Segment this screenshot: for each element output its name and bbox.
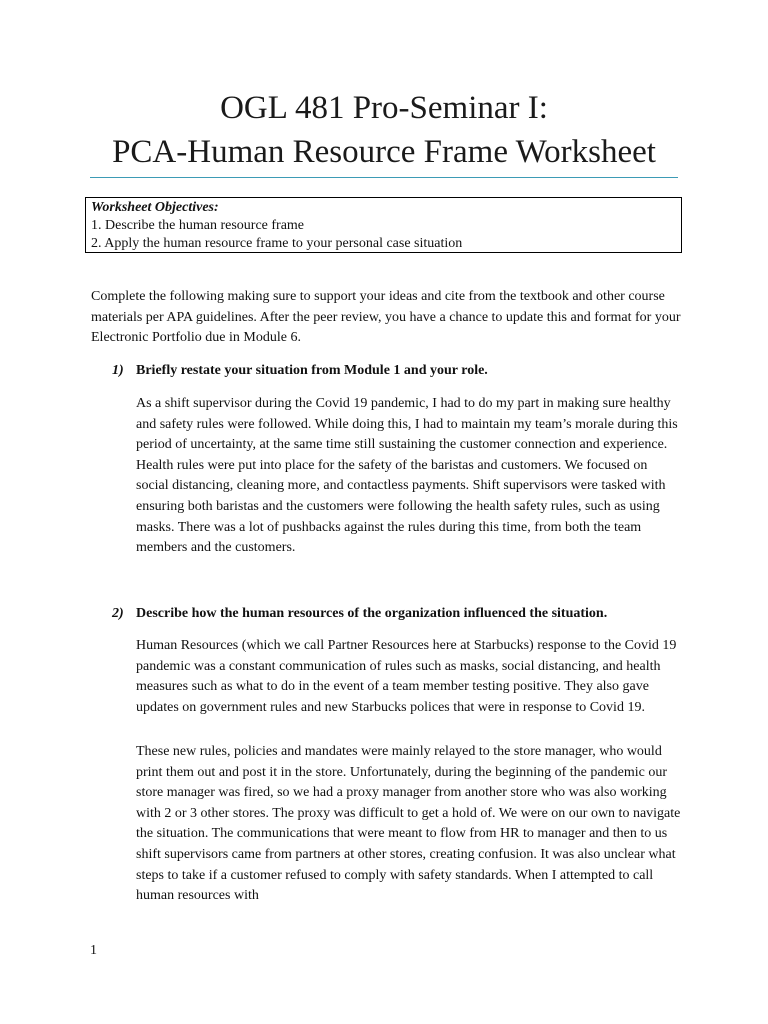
question-2	[112, 604, 672, 624]
objective-item: 1. Describe the human resource frame	[91, 218, 305, 233]
answer-paragraph: Human Resources (which we call Partner Resources here at Starbucks) response to the Covid 19 pandemic was a constant communication of rules such as masks, social distancing, and health measures such as what to do in the event of a team member testing positive. They also gave updates on government rules and new Starbucks polices that were in response to Covid 19.	[136, 638, 677, 715]
question-text: Briefly restate your situation from Module 1 and your role.	[136, 363, 488, 378]
question-1	[112, 361, 672, 381]
question-text: Describe how the human resources of the organization influenced the situation.	[136, 606, 608, 621]
question-number: 1)	[112, 363, 124, 378]
objectives-box	[85, 197, 682, 253]
question-number: 2)	[112, 606, 124, 621]
document-title-line-1: OGL 481 Pro-Seminar I:	[220, 90, 548, 126]
intro-paragraph: Complete the following making sure to support your ideas and cite from the textbook and other course materials per APA guidelines. After the peer review, you have a chance to update this and format for your Electronic Portfolio due in Module 6.	[91, 289, 681, 346]
objective-item: 2. Apply the human resource frame to your personal case situation	[91, 236, 463, 251]
document-title-line-2: PCA-Human Resource Frame Worksheet	[112, 134, 656, 170]
page-number: 1	[90, 943, 97, 958]
answer-paragraph: As a shift supervisor during the Covid 19 pandemic, I had to do my part in making sure healthy and safety rules were followed. While doing this, I had to maintain my team’s morale during this period of uncertainty, at the same time still sustaining the customer connection and experience. Health rules were put into place for the safety of the baristas and customers. We focused on social distancing, cleaning more, and contactless payments. Shift supervisors were tasked with ensuring both baristas and the customers were following the health safety rules, such as using masks. There was a lot of pushbacks against the rules during this time, from both the team members and the customers.	[136, 396, 678, 556]
title-divider	[90, 177, 678, 178]
answer-paragraph: These new rules, policies and mandates were mainly relayed to the store manager, who would print them out and post it in the store. Unfortunately, during the beginning of the pandemic our store manager was fired, so we had a proxy manager from another store who was also working with 2 or 3 other stores. The proxy was difficult to get a hold of. We were on our own to navigate the situation. The communications that were meant to flow from HR to manager and then to us shift supervisors came from partners at other stores, creating confusion. It was also unclear what steps to take if a customer refused to comply with safety standards. When I attempted to call human resources with	[136, 744, 681, 904]
objectives-heading: Worksheet Objectives:	[91, 200, 219, 215]
